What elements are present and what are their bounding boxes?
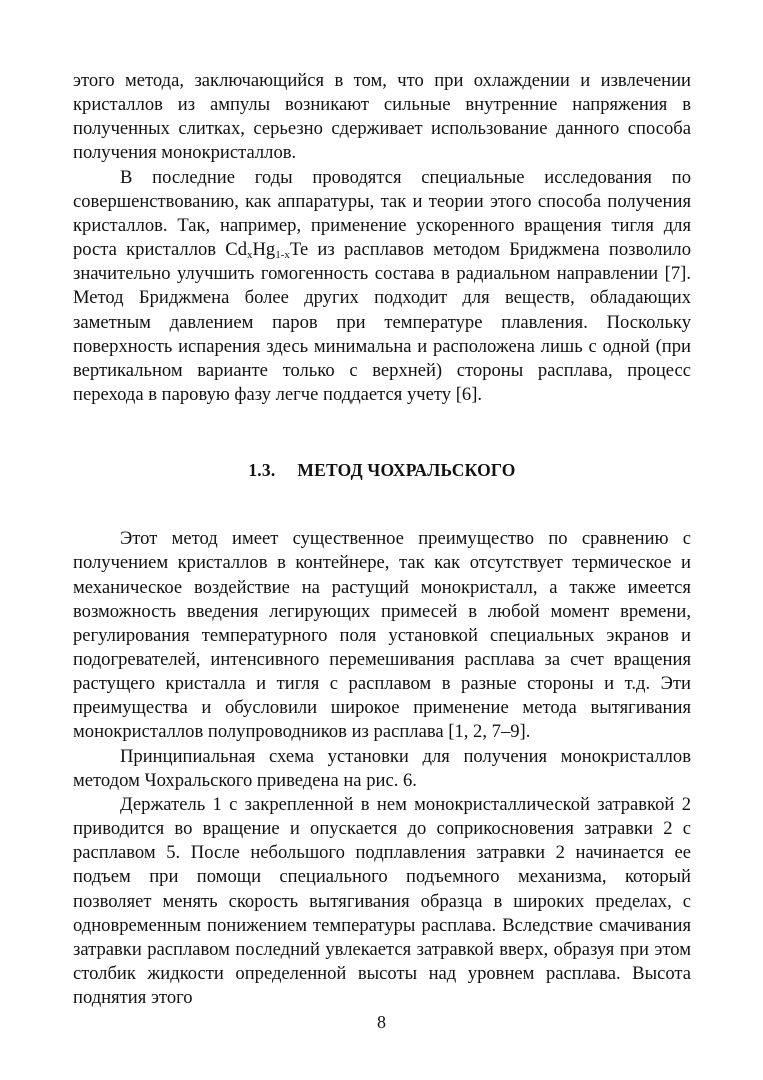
- section-heading: [73, 407, 691, 527]
- paragraph-text: Te из расплавов методом Бриджмена позволило значительно улучшить гомогенность состава в радиальном направлении [7]. Метод Бриджмена более других подходит для веществ, обладающих заметным давлением паров при температуре плавления. Поскольку поверхность испарения здесь минимальна и расположена лишь с одной (при вертикальном варианте только с верхней) стороны расплава, процесс перехода в паровую фазу легче поддается учету [6].: [73, 239, 691, 406]
- paragraph-text: Hg: [252, 239, 276, 261]
- subscript-1-x: 1-x: [275, 249, 290, 262]
- paragraph-advantages: Этот метод имеет существенное преимущество по сравнению с получением кристаллов в контейнере, так как отсутствует термическое и механическое воздействие на растущий монокристалл, а также имеется возможность введения легирующих примесей в любой момент времени, регулирования температурного поля установкой специальных экранов и подогревателей, интенсивного перемешивания расплава за счет вращения растущего кристалла и тигля с расплавом в разные стороны и т.д. Эти преимущества и обусловили широкое применение метода вытягивания монокристаллов полупроводников из расплава [1, 2, 7–9].: [73, 528, 691, 743]
- section-title: МЕТОД ЧОХРАЛЬСКОГО: [297, 460, 516, 481]
- document-page: [73, 69, 691, 1010]
- paragraph-text: В последние годы проводятся специальные исследования по совершенствованию, как аппаратуры, так и теории этого способа получения кристаллов. Так, например, применение ускоренного вращения тигля для роста кристаллов Cd: [73, 166, 691, 261]
- subscript-x: x: [247, 249, 253, 262]
- paragraph-bridgman-research: [73, 166, 691, 408]
- section-number: 1.3.: [248, 460, 276, 481]
- paragraph-scheme: Принципиальная схема установки для получения монокристаллов методом Чохральского приведена на рис. 6.: [73, 745, 691, 791]
- page-number: 8: [377, 1012, 386, 1032]
- paragraph-holder: Держатель 1 с закрепленной в нем монокристаллической затравкой 2 приводится во вращение и опускается до соприкосновения затравки 2 с расплавом 5. После небольшого подплавления затравки 2 начинается ее подъем при помощи специального подъемного механизма, который позволяет менять скорость вытягивания образца в широких пределах, с одновременным понижением температуры расплава. Вследствие смачивания затравки расплавом последний увлекается затравкой вверх, образуя при этом столбик жидкости определенной высоты над уровнем расплава. Высота поднятия этого: [73, 793, 691, 1009]
- paragraph-continuation: этого метода, заключающийся в том, что при охлаждении и извлечении кристаллов из ампулы возникают сильные внутренние напряжения в полученных слитках, серьезно сдерживает использование данного способа получения монокристаллов.: [73, 70, 691, 164]
